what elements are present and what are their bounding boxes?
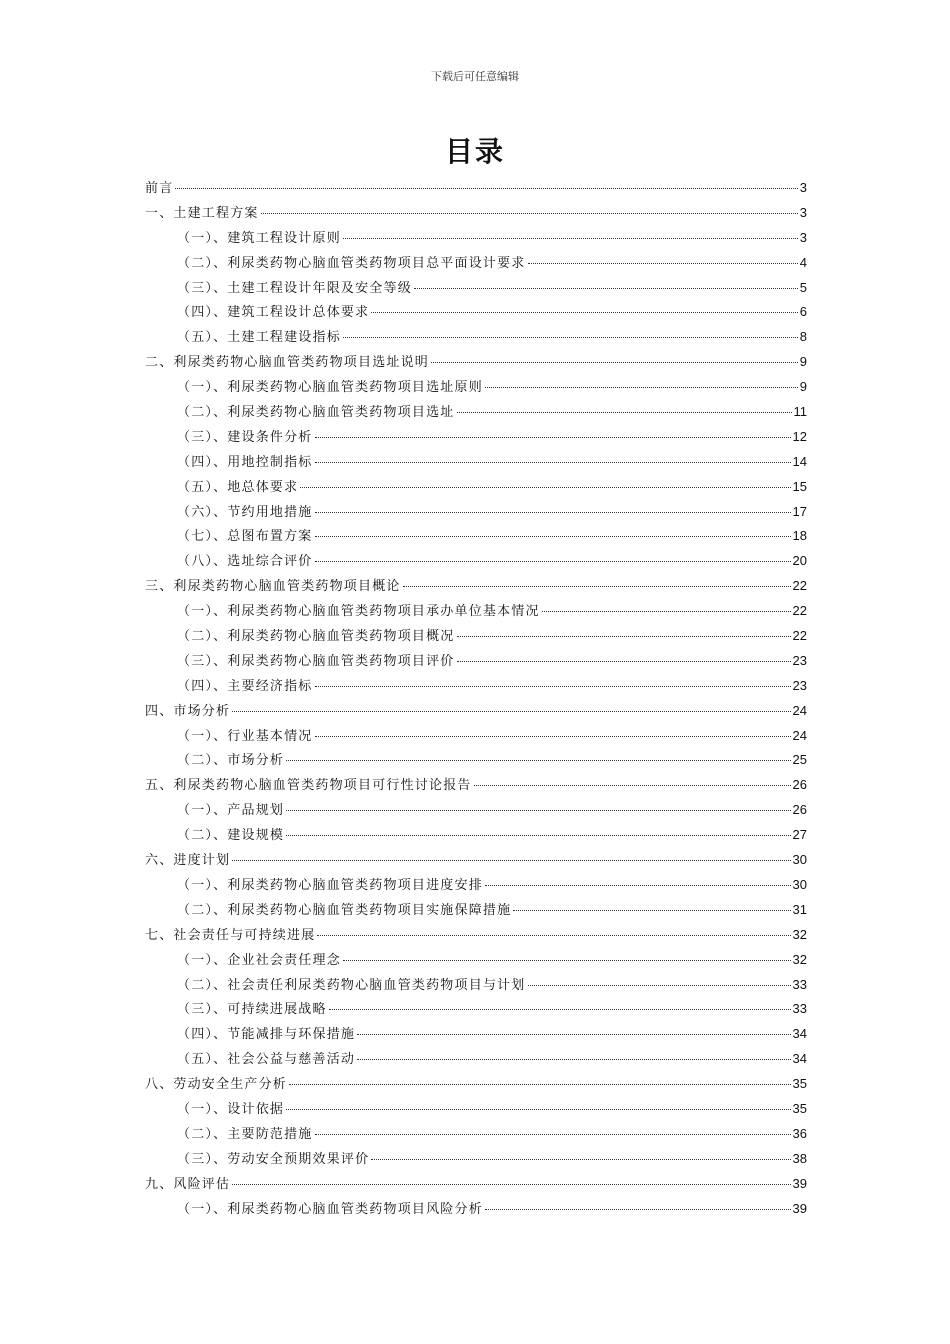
dot-leader <box>232 1184 790 1185</box>
toc-entry-page: 30 <box>792 876 807 892</box>
dot-leader <box>474 785 791 786</box>
toc-entry[interactable] <box>145 450 807 475</box>
dot-leader <box>315 561 791 562</box>
dot-leader <box>175 188 797 189</box>
toc-entry-page: 34 <box>792 1051 807 1067</box>
dot-leader <box>315 437 791 438</box>
toc-entry-label: （一）、企业社会责任理念 <box>177 952 341 968</box>
toc-entry-page: 25 <box>792 752 807 768</box>
toc-entry-label: （一）、利尿类药物心脑血管类药物项目进度安排 <box>177 877 483 893</box>
toc-entry-page: 33 <box>792 976 807 992</box>
toc-entry[interactable] <box>145 748 807 773</box>
toc-entry[interactable] <box>145 574 807 599</box>
toc-entry-label: 八、劳动安全生产分析 <box>145 1077 288 1093</box>
toc-entry-page: 6 <box>799 304 807 320</box>
toc-entry[interactable] <box>145 1122 807 1147</box>
dot-leader <box>485 387 798 388</box>
toc-entry-page: 15 <box>792 478 807 494</box>
toc-entry-page: 18 <box>792 528 807 544</box>
toc-entry-label: （二）、主要防范措施 <box>177 1126 313 1142</box>
dot-leader <box>343 960 791 961</box>
toc-entry-page: 14 <box>792 453 807 469</box>
toc-entry-label: （四）、主要经济指标 <box>177 678 313 694</box>
toc-entry-label: （二）、利尿类药物心脑血管类药物项目总平面设计要求 <box>177 255 526 271</box>
dot-leader <box>485 885 791 886</box>
toc-entry-label: （二）、利尿类药物心脑血管类药物项目概况 <box>177 629 455 645</box>
toc-entry-page: 39 <box>792 1175 807 1191</box>
toc-entry-page: 30 <box>792 852 807 868</box>
toc-entry[interactable] <box>145 325 807 350</box>
toc-entry-label: （七）、总图布置方案 <box>177 529 313 545</box>
toc-entry-label: （一）、建筑工程设计原则 <box>177 230 341 246</box>
dot-leader <box>261 213 798 214</box>
toc-entry-label: 一、土建工程方案 <box>145 205 259 221</box>
toc-entry[interactable] <box>145 1097 807 1122</box>
header-note: 下载后可任意编辑 <box>431 70 519 83</box>
toc-entry[interactable] <box>145 873 807 898</box>
toc-entry-page: 4 <box>799 254 807 270</box>
toc-entry-page: 33 <box>792 1001 807 1017</box>
toc-entry[interactable] <box>145 226 807 251</box>
toc-entry[interactable] <box>145 798 807 823</box>
dot-leader <box>542 611 791 612</box>
toc-entry[interactable] <box>145 624 807 649</box>
toc-entry-label: （二）、利尿类药物心脑血管类药物项目实施保障措施 <box>177 902 512 918</box>
toc-entry[interactable] <box>145 699 807 724</box>
toc-entry-label: （五）、地总体要求 <box>177 479 299 495</box>
toc-entry-label: （二）、利尿类药物心脑血管类药物项目选址 <box>177 405 455 421</box>
toc-entry-page: 32 <box>792 926 807 942</box>
toc-entry-label: 九、风险评估 <box>145 1176 231 1192</box>
dot-leader <box>286 1109 790 1110</box>
toc-entry[interactable] <box>145 599 807 624</box>
toc-entry-page: 26 <box>792 802 807 818</box>
dot-leader <box>528 985 791 986</box>
toc-entry-page: 22 <box>792 578 807 594</box>
toc-entry-label: （六）、节约用地措施 <box>177 504 313 520</box>
toc-entry-page: 36 <box>792 1125 807 1141</box>
toc-entry-page: 5 <box>799 279 807 295</box>
toc-entry[interactable] <box>145 375 807 400</box>
dot-leader <box>431 362 798 363</box>
toc-entry[interactable] <box>145 1022 807 1047</box>
toc-entry-page: 22 <box>792 628 807 644</box>
toc-entry-label: 前言 <box>145 181 174 196</box>
toc-entry-label: （四）、用地控制指标 <box>177 454 313 470</box>
toc-entry[interactable] <box>145 475 807 500</box>
dot-leader <box>343 337 798 338</box>
toc-entry[interactable] <box>145 1197 807 1222</box>
toc-entry-label: （二）、社会责任利尿类药物心脑血管类药物项目与计划 <box>177 977 526 993</box>
toc-entry-label: 四、市场分析 <box>145 703 231 719</box>
toc-entry[interactable] <box>145 923 807 948</box>
toc-entry-label: （三）、建设条件分析 <box>177 429 313 445</box>
toc-entry-page: 24 <box>792 702 807 718</box>
toc-entry[interactable] <box>145 176 807 201</box>
toc-entry-page: 12 <box>792 428 807 444</box>
toc-entry-label: （二）、建设规模 <box>177 828 285 844</box>
toc-entry[interactable] <box>145 724 807 749</box>
toc-entry-label: 七、社会责任与可持续进展 <box>145 927 316 943</box>
toc-entry[interactable] <box>145 1172 807 1197</box>
toc-entry[interactable] <box>145 300 807 325</box>
dot-leader <box>485 1209 791 1210</box>
toc-entry[interactable] <box>145 848 807 873</box>
toc-entry-page: 9 <box>799 379 807 395</box>
toc-entry-page: 22 <box>792 603 807 619</box>
toc-entry-page: 35 <box>792 1100 807 1116</box>
dot-leader <box>457 661 791 662</box>
toc-entry-page: 35 <box>792 1076 807 1092</box>
toc-entry-label: （五）、社会公益与慈善活动 <box>177 1052 356 1068</box>
toc-entry[interactable] <box>145 425 807 450</box>
toc-entry-label: （一）、利尿类药物心脑血管类药物项目选址原则 <box>177 380 483 396</box>
toc-entry[interactable] <box>145 201 807 226</box>
toc-entry-page: 17 <box>792 503 807 519</box>
toc-entry[interactable] <box>145 674 807 699</box>
toc-entry-page: 24 <box>792 727 807 743</box>
toc-entry-label: （一）、行业基本情况 <box>177 728 313 744</box>
toc-entry[interactable] <box>145 350 807 375</box>
toc-entry[interactable] <box>145 997 807 1022</box>
toc-entry-label: （二）、市场分析 <box>177 753 285 769</box>
toc-entry[interactable] <box>145 400 807 425</box>
dot-leader <box>232 860 790 861</box>
dot-leader <box>315 536 791 537</box>
dot-leader <box>457 636 791 637</box>
toc-entry-label: （四）、节能减排与环保措施 <box>177 1027 356 1043</box>
dot-leader <box>357 1059 790 1060</box>
toc-entry-label: （八）、选址综合评价 <box>177 554 313 570</box>
dot-leader <box>289 1084 791 1085</box>
toc-entry-label: （三）、土建工程设计年限及安全等级 <box>177 280 412 296</box>
toc-entry-label: （三）、劳动安全预期效果评价 <box>177 1151 370 1167</box>
dot-leader <box>528 263 798 264</box>
dot-leader <box>286 835 790 836</box>
toc-entry[interactable] <box>145 1147 807 1172</box>
toc-entry-page: 27 <box>792 827 807 843</box>
toc-entry-label: （一）、产品规划 <box>177 803 285 819</box>
toc-entry-page: 9 <box>799 354 807 370</box>
toc-entry[interactable] <box>145 1072 807 1097</box>
toc-entry-label: （一）、利尿类药物心脑血管类药物项目承办单位基本情况 <box>177 604 540 620</box>
toc-entry-page: 34 <box>792 1026 807 1042</box>
toc-entry-label: 三、利尿类药物心脑血管类药物项目概论 <box>145 579 401 595</box>
dot-leader <box>371 312 797 313</box>
toc-entry[interactable] <box>145 823 807 848</box>
toc-entry-label: 五、利尿类药物心脑血管类药物项目可行性讨论报告 <box>145 778 472 794</box>
dot-leader <box>403 586 791 587</box>
toc-entry-page: 3 <box>799 229 807 245</box>
dot-leader <box>513 910 790 911</box>
toc-entry-page: 31 <box>792 901 807 917</box>
dot-leader <box>371 1159 790 1160</box>
dot-leader <box>329 1009 791 1010</box>
dot-leader <box>315 1134 791 1135</box>
table-of-contents <box>145 176 807 1221</box>
toc-entry-page: 20 <box>792 553 807 569</box>
toc-entry-label: 二、利尿类药物心脑血管类药物项目选址说明 <box>145 355 430 371</box>
toc-entry[interactable] <box>145 251 807 276</box>
toc-entry-label: （三）、利尿类药物心脑血管类药物项目评价 <box>177 653 455 669</box>
toc-entry[interactable] <box>145 524 807 549</box>
toc-entry-label: （五）、土建工程建设指标 <box>177 330 341 346</box>
toc-entry[interactable] <box>145 898 807 923</box>
dot-leader <box>300 487 790 488</box>
toc-entry[interactable] <box>145 1047 807 1072</box>
toc-entry-page: 38 <box>792 1150 807 1166</box>
dot-leader <box>315 462 791 463</box>
toc-entry-page: 8 <box>799 329 807 345</box>
toc-entry[interactable] <box>145 948 807 973</box>
toc-entry[interactable] <box>145 276 807 301</box>
toc-entry[interactable] <box>145 973 807 998</box>
toc-entry-page: 23 <box>792 677 807 693</box>
dot-leader <box>286 810 790 811</box>
dot-leader <box>286 760 790 761</box>
dot-leader <box>315 512 791 513</box>
dot-leader <box>317 935 790 936</box>
dot-leader <box>315 736 791 737</box>
dot-leader <box>414 288 798 289</box>
toc-entry[interactable] <box>145 773 807 798</box>
toc-entry-label: 六、进度计划 <box>145 853 231 869</box>
dot-leader <box>343 238 798 239</box>
toc-entry-label: （三）、可持续进展战略 <box>177 1002 327 1018</box>
toc-entry-label: （四）、建筑工程设计总体要求 <box>177 305 370 321</box>
toc-entry[interactable] <box>145 649 807 674</box>
dot-leader <box>232 711 790 712</box>
toc-entry-label: （一）、设计依据 <box>177 1101 285 1117</box>
dot-leader <box>315 686 791 687</box>
toc-entry-page: 23 <box>792 652 807 668</box>
toc-entry[interactable] <box>145 500 807 525</box>
toc-entry-page: 39 <box>792 1200 807 1216</box>
toc-entry-page: 26 <box>792 777 807 793</box>
toc-entry-page: 11 <box>793 404 807 420</box>
toc-entry[interactable] <box>145 549 807 574</box>
toc-entry-label: （一）、利尿类药物心脑血管类药物项目风险分析 <box>177 1201 483 1217</box>
dot-leader <box>457 412 792 413</box>
dot-leader <box>357 1034 790 1035</box>
toc-entry-page: 3 <box>799 204 807 220</box>
toc-title: 目录 <box>444 135 505 168</box>
toc-entry-page: 32 <box>792 951 807 967</box>
toc-entry-page: 3 <box>799 180 807 195</box>
